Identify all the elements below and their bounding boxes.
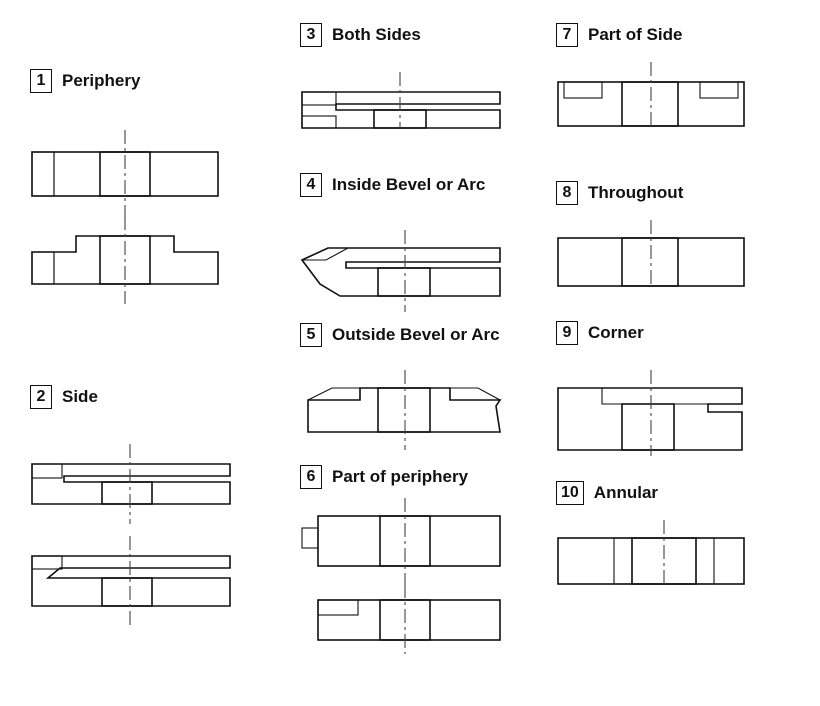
figure-5-label: Outside Bevel or Arc	[332, 325, 500, 344]
figure-2-svg	[30, 416, 255, 631]
figure-6-number: 6	[300, 465, 322, 489]
figure-10-svg	[556, 512, 756, 587]
figure-9-drawing	[556, 352, 756, 457]
figure-5-drawing	[300, 354, 515, 454]
figure-8-number: 8	[556, 181, 578, 205]
figure-5-outside-bevel	[300, 320, 515, 454]
figure-5-view	[308, 370, 500, 450]
figure-6-label: Part of periphery	[332, 467, 469, 486]
figure-10-label: Annular	[593, 483, 659, 502]
figure-2-view-bottom	[32, 536, 230, 626]
figure-8-view	[558, 220, 744, 287]
figure-6-part-of-periphery	[300, 462, 515, 656]
figure-8-header	[556, 178, 756, 208]
figure-7-view	[558, 62, 744, 129]
figure-3-both-sides	[300, 20, 510, 129]
figure-9-header	[556, 318, 756, 348]
figure-1-svg	[30, 100, 250, 310]
figure-2-number: 2	[30, 385, 52, 409]
figure-1-periphery	[30, 66, 250, 310]
figure-3-number: 3	[300, 23, 322, 47]
figure-3-header	[300, 20, 510, 50]
figure-4-svg	[300, 204, 515, 314]
figure-2-side	[30, 382, 255, 631]
figure-10-drawing	[556, 512, 756, 587]
figure-10-header	[556, 478, 756, 508]
figure-3-svg	[300, 54, 510, 129]
figure-7-part-of-side	[556, 20, 756, 129]
figure-7-number: 7	[556, 23, 578, 47]
figure-10-annular	[556, 478, 756, 587]
figure-10-number: 10	[556, 481, 584, 505]
figure-9-number: 9	[556, 321, 578, 345]
figure-4-number: 4	[300, 173, 322, 197]
figure-4-header	[300, 170, 515, 200]
figure-8-drawing	[556, 212, 756, 287]
figure-2-view-top	[32, 444, 230, 524]
figure-6-view-bottom	[318, 584, 500, 654]
figure-9-corner	[556, 318, 756, 457]
figure-6-drawing	[300, 496, 515, 656]
figure-2-label: Side	[62, 387, 98, 406]
figure-8-label: Throughout	[588, 183, 684, 202]
figure-1-number: 1	[30, 69, 52, 93]
figure-4-label: Inside Bevel or Arc	[332, 175, 486, 194]
figure-7-header	[556, 20, 756, 50]
figure-8-throughout	[556, 178, 756, 287]
figure-1-view-bottom	[32, 216, 218, 304]
figure-1-view-top	[32, 130, 218, 218]
figure-9-view	[558, 370, 742, 456]
figure-6-view-top	[302, 498, 500, 584]
figure-3-label: Both Sides	[332, 25, 421, 44]
figure-5-svg	[300, 354, 515, 454]
figure-8-svg	[556, 212, 756, 287]
figure-10-view	[558, 520, 744, 587]
figure-5-header	[300, 320, 515, 350]
figure-1-header	[30, 66, 250, 96]
figure-1-drawing	[30, 100, 250, 310]
figure-3-view	[302, 72, 500, 129]
figure-4-drawing	[300, 204, 515, 314]
figure-9-svg	[556, 352, 756, 457]
figure-5-number: 5	[300, 323, 322, 347]
figure-2-header	[30, 382, 255, 412]
figure-1-label: Periphery	[62, 71, 141, 90]
figure-4-inside-bevel	[300, 170, 515, 314]
figure-6-svg	[300, 496, 515, 656]
figure-2-drawing	[30, 416, 255, 631]
figure-7-label: Part of Side	[588, 25, 683, 44]
figure-6-header	[300, 462, 515, 492]
figure-7-svg	[556, 54, 756, 129]
figure-7-drawing	[556, 54, 756, 129]
figure-3-drawing	[300, 54, 510, 129]
figure-9-label: Corner	[588, 323, 644, 342]
figure-4-view	[302, 230, 500, 312]
